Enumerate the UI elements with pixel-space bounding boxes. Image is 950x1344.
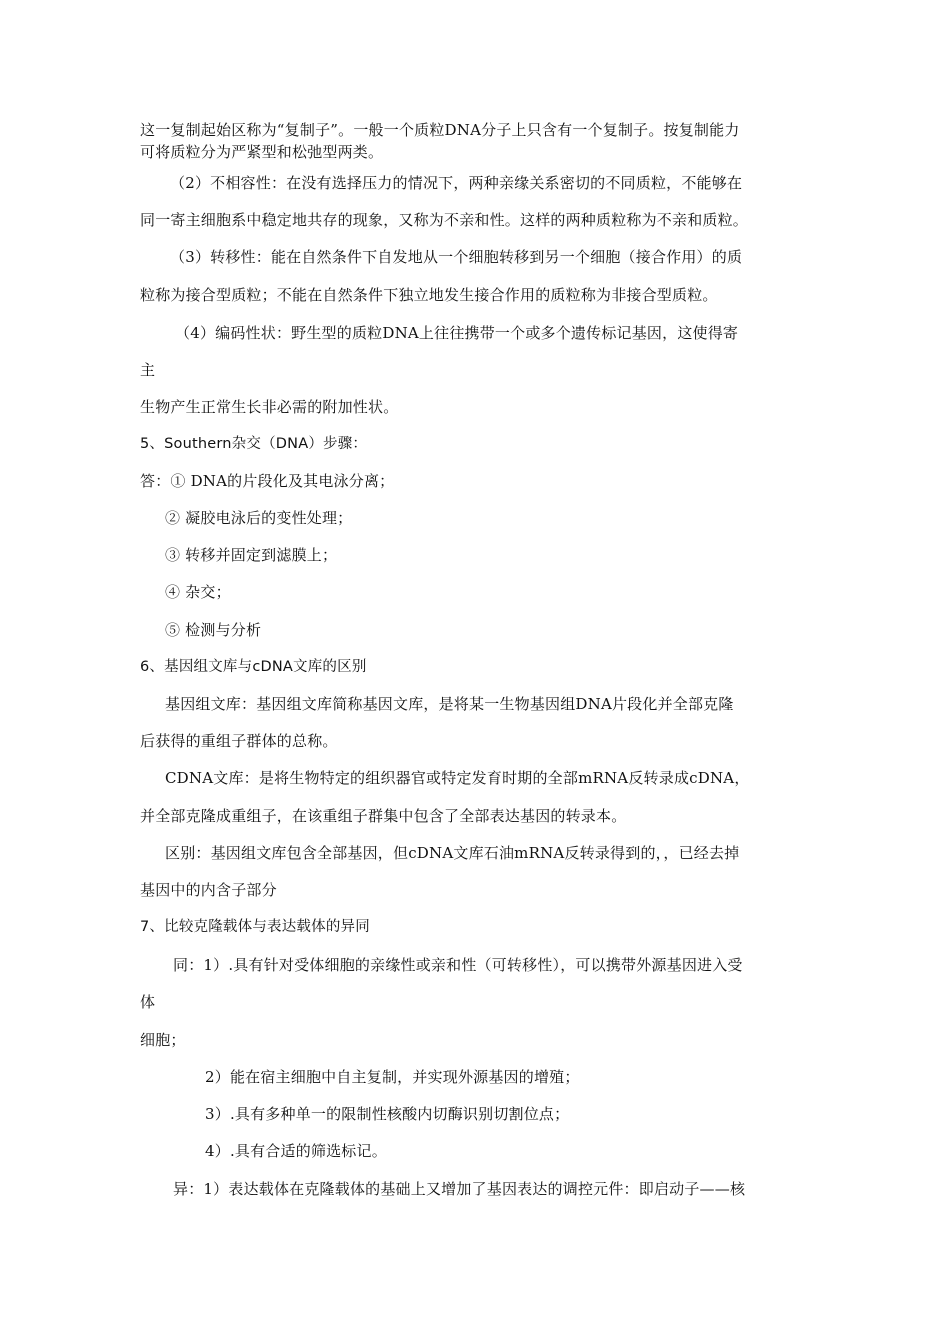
text-line: 粒称为接合型质粒；不能在自然条件下独立地发生接合作用的质粒称为非接合型质粒。 [140, 286, 718, 304]
text-line: 后获得的重组子群体的总称。 [140, 732, 338, 750]
list-item: ⑤ 检测与分析 [165, 621, 262, 639]
list-item: ② 凝胶电泳后的变性处理； [165, 509, 353, 527]
section-heading: 5、Southern杂交（DNA）步骤： [140, 436, 368, 452]
text-line: CDNA文库：是将生物特定的组织器官或特定发育时期的全部mRNA反转录成cDNA， [165, 769, 750, 787]
section-heading: 7、比较克隆载体与表达载体的异同 [140, 919, 370, 935]
section-heading: 6、基因组文库与cDNA文库的区别 [140, 659, 367, 675]
list-item: 3）.具有多种单一的限制性核酸内切酶识别切割位点； [205, 1105, 570, 1123]
text-line: 细胞； [140, 1031, 186, 1049]
text-line: 这一复制起始区称为“复制子”。一般一个质粒DNA分子上只含有一个复制子。按复制能力 [140, 121, 740, 139]
text-line: （4）编码性状：野生型的质粒DNA上往往携带一个或多个遗传标记基因，这使得寄 [175, 324, 739, 342]
text-line: 并全部克隆成重组子，在该重组子群集中包含了全部表达基因的转录本。 [140, 807, 627, 825]
text-line: （3）转移性：能在自然条件下自发地从一个细胞转移到另一个细胞（接合作用）的质 [170, 248, 743, 266]
list-item: 4）.具有合适的筛选标记。 [205, 1142, 387, 1160]
text-line: 答：① DNA的片段化及其电泳分离； [140, 472, 395, 490]
list-item: ④ 杂交； [165, 583, 231, 601]
text-line: 同：1）.具有针对受体细胞的亲缘性或亲和性（可转移性），可以携带外源基因进入受 [173, 956, 743, 974]
text-line: 可将质粒分为严紧型和松弛型两类。 [140, 143, 384, 161]
text-line: 区别：基因组文库包含全部基因，但cDNA文库石油mRNA反转录得到的，，已经去掉 [165, 844, 740, 862]
text-line: 体 [140, 993, 156, 1011]
list-item: 2）能在宿主细胞中自主复制，并实现外源基因的增殖； [205, 1068, 580, 1086]
list-item: ③ 转移并固定到滤膜上； [165, 546, 338, 564]
text-line: 同一寄主细胞系中稳定地共存的现象，又称为不亲和性。这样的两种质粒称为不亲和质粒。 [140, 211, 749, 229]
text-line: 基因组文库：基因组文库简称基因文库，是将某一生物基因组DNA片段化并全部克隆 [165, 695, 734, 713]
text-line: 生物产生正常生长非必需的附加性状。 [140, 398, 399, 416]
text-line: （2）不相容性：在没有选择压力的情况下，两种亲缘关系密切的不同质粒，不能够在 [170, 174, 743, 192]
text-line: 主 [140, 361, 156, 379]
text-line: 异：1）表达载体在克隆载体的基础上又增加了基因表达的调控元件：即启动子——核 [173, 1180, 746, 1198]
text-line: 基因中的内含子部分 [140, 881, 277, 899]
